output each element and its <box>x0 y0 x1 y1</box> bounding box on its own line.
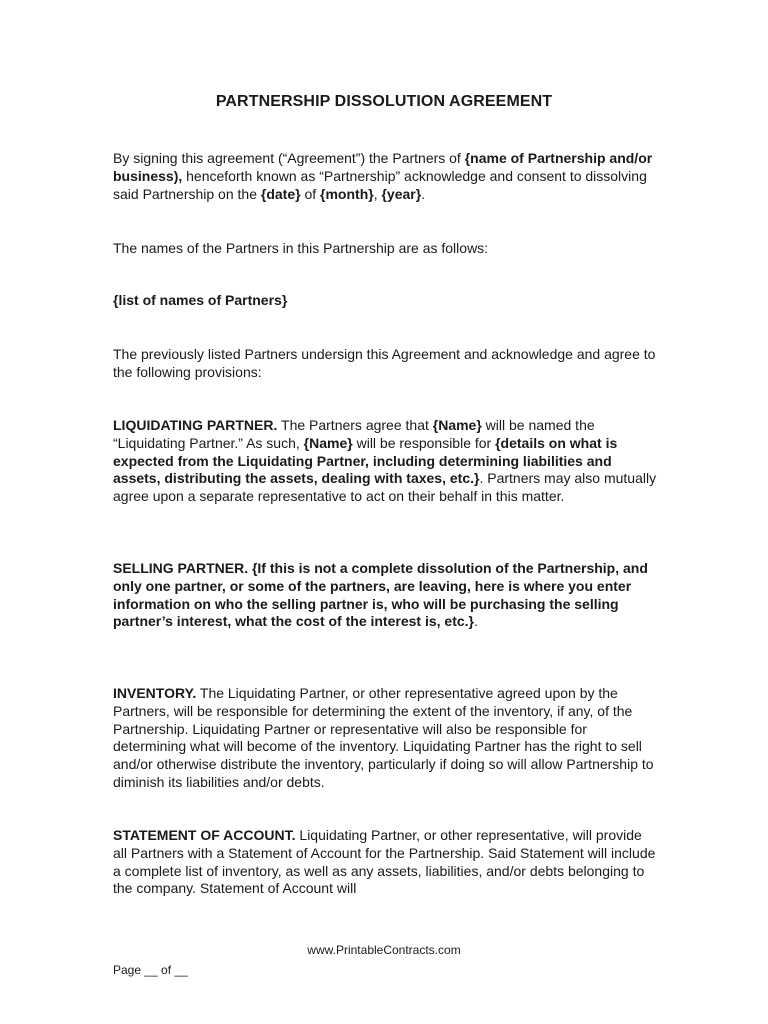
liquidating-partner-section <box>113 417 658 506</box>
section-text: The Partners agree that <box>277 417 433 433</box>
provisions-intro: The previously listed Partners undersign this Agreement and acknowledge and agree to the following provisions: <box>113 346 656 380</box>
partnership-name-placeholder: {name of Partnership and/or business), <box>113 150 653 184</box>
section-text: The Liquidating Partner, or other representative agreed upon by the Partners, will be responsible for determining the extent of the inventory, if any, of the Partnership. Liquidating Partner or representative will also be responsible for determining what will become of the inventory. Liquidating Partner has the right to sell and/or otherwise distribute the inventory, particularly if doing so will allow Partnership to diminish its liabilities and/or debts. <box>113 685 654 790</box>
intro-text: . <box>421 185 426 202</box>
section-heading: SELLING PARTNER. <box>113 560 249 576</box>
intro-text: henceforth known as “Partnership” acknowledge and consent to dissolving said Partnership on the <box>113 167 647 202</box>
intro-text: By signing this agreement (“Agreement”) the Partners of <box>113 150 465 166</box>
name-placeholder: {Name} <box>432 417 482 433</box>
section-heading: STATEMENT OF ACCOUNT. <box>113 827 296 843</box>
intro-text: of <box>300 185 321 202</box>
section-text: . Partners may also mutually agree upon a separate representative to act on their behalf in this matter. <box>113 470 657 505</box>
section-heading: INVENTORY. <box>113 685 197 701</box>
section-text: will be responsible for <box>352 434 496 451</box>
partner-names-intro: The names of the Partners in this Partnership are as follows: <box>113 240 489 256</box>
partner-list-placeholder <box>113 292 658 310</box>
year-placeholder: {year} <box>381 185 422 202</box>
intro-text: , <box>373 185 382 202</box>
details-placeholder: {details on what is expected from the Liquidating Partner, including determining liabilities and assets, distributing the assets, dealing with taxes, etc.} <box>113 434 618 487</box>
section-text: will be named the “Liquidating Partner.” As such, <box>113 417 595 451</box>
page-number: Page __ of __ <box>113 963 188 977</box>
section-heading: LIQUIDATING PARTNER. <box>113 417 278 433</box>
selling-partner-section <box>113 560 658 631</box>
statement-of-account-section <box>113 827 658 898</box>
document-title: PARTNERSHIP DISSOLUTION AGREEMENT <box>215 93 553 110</box>
month-placeholder: {month} <box>320 185 374 202</box>
partner-list-text: {list of names of Partners} <box>113 292 288 308</box>
section-text: Liquidating Partner, or other representative, will provide all Partners with a Statement of Account for the Partnership. Said Statement will include a complete list of inventory, as well as any assets, liabilities, and/or debts belonging to the company. Statement of Account will <box>113 827 656 897</box>
date-placeholder: {date} <box>260 185 301 202</box>
name-placeholder: {Name} <box>303 434 353 451</box>
footer-url: www.PrintableContracts.com <box>307 943 461 957</box>
section-text: . <box>473 613 478 630</box>
inventory-section <box>113 685 658 792</box>
selling-partner-placeholder: {If this is not a complete dissolution of the Partnership, and only one partner, or some of the partners, are leaving, here is where you enter information on who the selling partner is, who will be purchasing the selling partner’s interest, what the cost of the interest is, etc.} <box>113 560 648 630</box>
intro-paragraph <box>113 150 658 203</box>
